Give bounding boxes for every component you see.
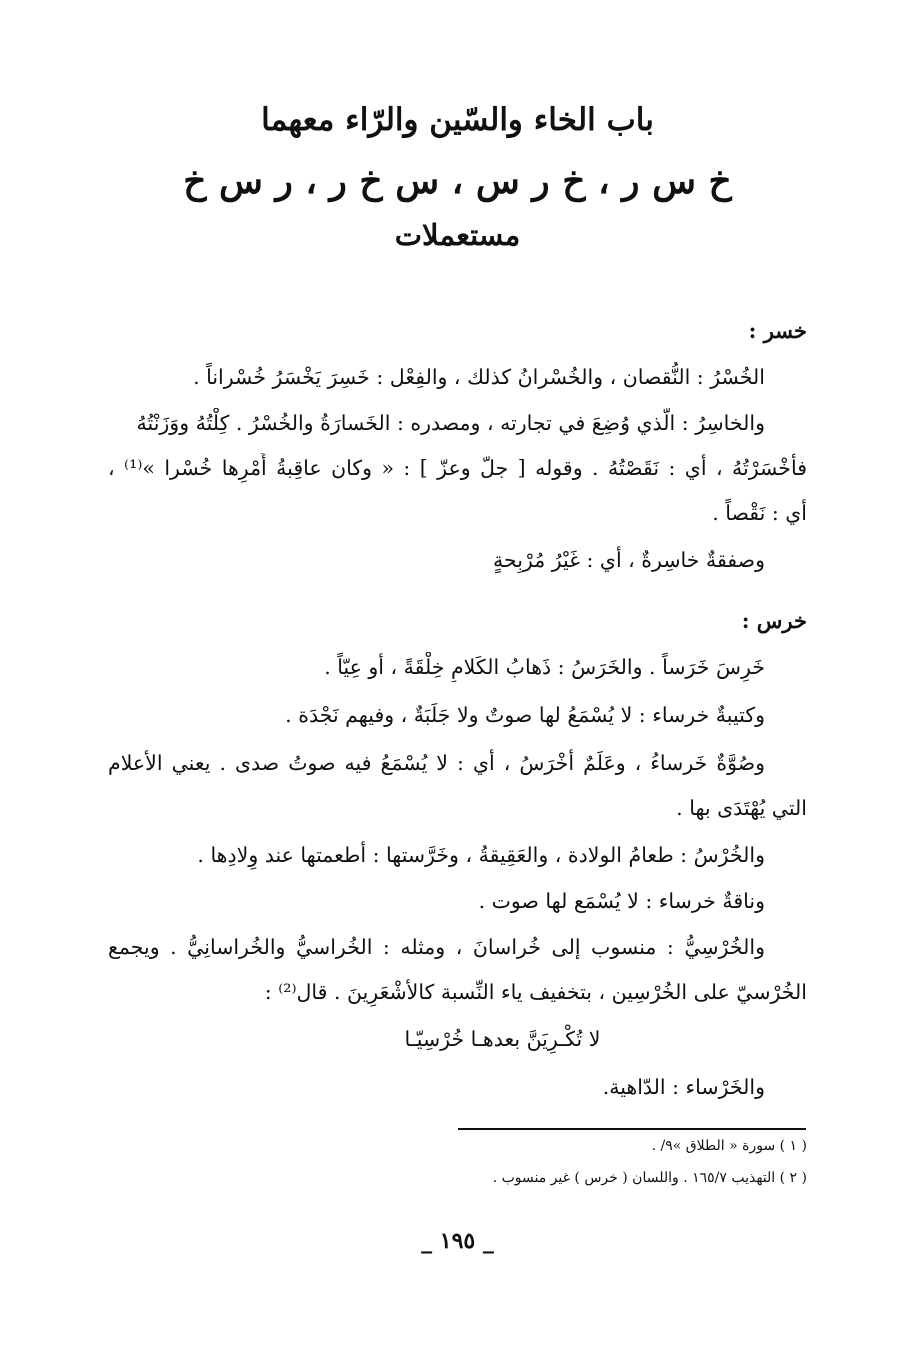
- text-line: خَرِسَ خَرَساً . والخَرَسُ : ذَهابُ الكَلامِ خِلْقَةً ، أو عِيّاً .: [324, 655, 765, 679]
- page-number: _ ١٩٥ _: [421, 1228, 494, 1254]
- root-letters: خ س ر ، خ ر س ، س خ ر ، ر س خ: [183, 160, 732, 202]
- text-line: أي : نَقْصاً .: [712, 501, 807, 525]
- text-line: وكتيبةٌ خرساء : لا يُسْمَعُ لها صوتٌ ولا جَلَبَةٌ ، وفيهم نَجْدَة .: [285, 703, 765, 727]
- poetry-verse: لا تُكْـرِيَنَّ بعدهـا خُرْسِيّـا: [404, 1027, 601, 1051]
- entry-heading-khasara: خسر :: [748, 318, 807, 343]
- text-line: وناقةٌ خرساء : لا يُسْمَع لها صوت .: [478, 889, 765, 913]
- text-line: والخَرْساء : الدّاهية.: [602, 1075, 765, 1099]
- text-line: والخُرْسِيُّ : منسوب إلى خُراسانَ ، ومثله : الخُراسيُّ والخُراسانِيُّ . ويجمع: [108, 935, 765, 959]
- footnote: ( ٢ ) التهذيب ١٦٥/٧ . واللسان ( خرس ) غير منسوب .: [492, 1170, 807, 1186]
- text-line: فأَخْسَرْتُهُ ، أي : نَقَصْتُهُ . وقوله [ جلّ وعزّ ] : « وكان عاقِبةُ أَمْرِها خُسْرا »⁽¹⁾ ،: [108, 456, 807, 480]
- text-line: وصُوَّةٌ خَرساءُ ، وعَلَمٌ أخْرَسُ ، أي : لا يُسْمَعُ فيه صوتُ صدى . يعني الأعلام: [108, 751, 765, 775]
- text-line: وصفقةٌ خاسِرةٌ ، أي : غَيْرُ مُرْبِحةٍ: [493, 548, 765, 572]
- entry-heading-kharisa: خرس :: [741, 608, 807, 633]
- text-line: الخُرْسيّ على الخُرْسِين ، بتخفيف ياء النِّسبة كالأشْعَرِينَ . قال⁽²⁾ :: [264, 980, 807, 1004]
- footnote: ( ١ ) سورة « الطلاق »٩/ .: [651, 1138, 807, 1154]
- footnote-divider: [458, 1128, 806, 1130]
- text-line: التي يُهْتَدَى بها .: [676, 796, 807, 820]
- used-label: مستعملات: [394, 218, 521, 252]
- text-line: والخاسِرُ : الّذي وُضِعَ في تجارته ، ومصدره : الخَسارَةُ والخُسْرُ . كِلْتُهُ ووَزَنْتُهُ: [136, 411, 765, 435]
- text-line: والخُرْسُ : طعامُ الولادة ، والعَقِيقةُ ، وخَرَّستها : أطعمتها عند وِلادِها .: [197, 843, 765, 867]
- text-line: الخُسْرُ : النُّقصان ، والخُسْرانُ كذلك ، والفِعْل : خَسِرَ يَخْسَرُ خُسْراناً .: [193, 365, 765, 389]
- chapter-title: باب الخاء والسّين والرّاء معهما: [261, 102, 654, 138]
